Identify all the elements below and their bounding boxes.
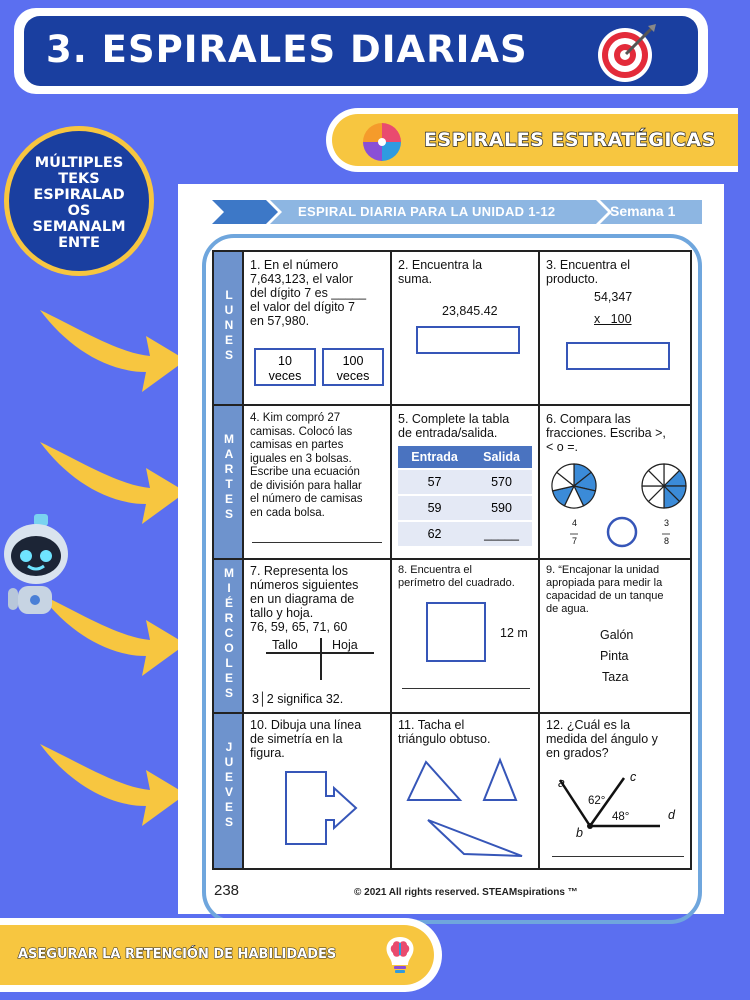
day-letter: V	[224, 785, 233, 799]
day-letter: S	[224, 815, 233, 829]
angle-62: 62°	[588, 795, 606, 807]
question-text: en un diagrama de	[250, 592, 355, 606]
table-header: Entrada	[398, 446, 471, 469]
question-2	[398, 258, 482, 286]
teks-line: ESPIRALAD	[33, 187, 125, 203]
teks-line: ENTE	[58, 235, 100, 251]
day-letter: J	[225, 740, 233, 754]
table-cell: 590	[471, 495, 532, 521]
question-text: figura.	[250, 746, 285, 760]
day-jueves	[214, 740, 244, 830]
question-5	[398, 412, 509, 440]
teks-line: TEKS	[58, 171, 100, 187]
question-text: de división para hallar	[250, 479, 362, 492]
question-text: camisas en partes	[250, 439, 344, 451]
choice-text: veces	[336, 369, 370, 383]
arrow-icon	[38, 742, 188, 852]
day-letter: E	[224, 492, 233, 506]
unit-option-galon[interactable]: Galón	[600, 628, 634, 642]
input-output-table	[398, 446, 532, 546]
day-martes	[214, 432, 244, 522]
angle-label-c: c	[630, 770, 637, 784]
day-letter: S	[224, 686, 233, 700]
stem-leaf-key: 3│2 significa 32.	[252, 692, 344, 706]
question-text: tallo y hoja.	[250, 606, 314, 620]
brain-bulb-icon	[378, 933, 422, 977]
grid-line	[214, 712, 690, 714]
worksheet-header-title: ESPIRAL DIARIA PARA LA UNIDAD 1-12	[298, 204, 556, 219]
question-text: en cada bolsa.	[250, 506, 325, 519]
robot-icon	[0, 512, 80, 622]
table-row	[398, 469, 532, 495]
stem-header: Tallo	[272, 638, 298, 652]
question-text: en 57,980.	[250, 314, 310, 328]
retention-label	[0, 918, 442, 992]
sum-value: 23,845.42	[442, 304, 498, 318]
day-letter: S	[224, 348, 233, 362]
week-label: Semana 1	[610, 203, 676, 219]
fraction-4-7-num: 4	[572, 518, 578, 528]
answer-choice-10-veces[interactable]	[254, 348, 316, 386]
sum-answer-box[interactable]	[416, 326, 520, 354]
question-7	[250, 564, 358, 634]
product-answer-box[interactable]	[566, 342, 670, 370]
question-text: 9. “Encajonar la unidad	[546, 564, 660, 576]
question-9	[546, 564, 663, 616]
angle-48: 48°	[612, 811, 630, 823]
table-cell: 57	[398, 469, 471, 495]
question-text: de entrada/salida.	[398, 426, 498, 440]
question-text: 4. Kim compró 27	[250, 412, 341, 424]
question-text: 10. Dibuja una línea	[250, 718, 362, 732]
question-text: 12. ¿Cuál es la	[546, 718, 631, 732]
target-icon	[596, 22, 658, 84]
table-row	[398, 521, 532, 546]
arrow-icon	[38, 308, 188, 418]
teks-badge	[4, 126, 154, 276]
day-letter: R	[224, 462, 234, 476]
answer-line[interactable]	[252, 542, 382, 543]
grid-line	[390, 252, 392, 868]
fraction-circle-eighths	[642, 464, 686, 508]
day-letter: R	[224, 611, 234, 625]
triangles-figure	[404, 756, 534, 862]
day-letter: U	[224, 755, 234, 769]
answer-line[interactable]	[552, 856, 684, 857]
title-banner	[14, 8, 708, 94]
question-text: 2. Encuentra la	[398, 258, 483, 272]
day-letter: T	[225, 477, 233, 491]
comparison-answer-circle	[608, 518, 636, 546]
page-title: 3. ESPIRALES DIARIAS	[46, 28, 528, 71]
question-text: camisas. Colocó las	[250, 425, 353, 438]
day-letter: É	[224, 596, 233, 610]
day-letter: A	[224, 447, 234, 461]
question-text: fracciones. Escriba >,	[546, 426, 666, 440]
symmetry-figure[interactable]	[284, 770, 364, 850]
question-text: producto.	[546, 272, 599, 286]
title-inner	[24, 16, 698, 86]
question-text: 6. Compara las	[546, 412, 631, 426]
product-factor: 54,347	[594, 290, 633, 304]
day-lunes	[214, 288, 244, 363]
question-text: el número de camisas	[250, 493, 363, 505]
stem-leaf-vertical	[320, 638, 322, 680]
choice-text: veces	[268, 369, 302, 383]
angle-label-a: a	[558, 776, 565, 790]
question-6	[546, 412, 666, 454]
teks-line: MÚLTIPLES	[34, 155, 124, 171]
question-text: el valor del dígito 7	[250, 300, 355, 314]
day-letter: I	[227, 581, 231, 595]
day-letter: E	[224, 671, 233, 685]
question-11	[398, 718, 490, 746]
question-text: iguales en 3 bolsas.	[250, 452, 352, 465]
question-10	[250, 718, 361, 760]
day-letter: E	[224, 770, 233, 784]
day-letter: E	[224, 333, 233, 347]
fraction-3-8-den: 8	[664, 536, 670, 546]
table-header: Salida	[471, 446, 532, 469]
teks-line: OS	[67, 203, 91, 219]
question-text: 1. En el número	[250, 258, 339, 272]
question-text: del dígito 7 es _____	[250, 286, 367, 300]
table-cell[interactable]: _____	[471, 521, 532, 546]
choice-text: 10	[278, 354, 292, 368]
question-text: < o =.	[546, 440, 578, 454]
day-letter: M	[224, 432, 234, 446]
table-cell: 570	[471, 469, 532, 495]
question-3	[546, 258, 630, 286]
question-1	[250, 258, 366, 328]
question-text: números siguientes	[250, 578, 359, 592]
triangle-2	[484, 760, 516, 800]
question-text: suma.	[398, 272, 433, 286]
day-letter: O	[224, 641, 234, 655]
question-text: capacidad de un tanque	[546, 590, 664, 602]
question-text: 76, 59, 65, 71, 60	[250, 620, 348, 634]
table-cell: 62	[398, 521, 471, 546]
question-4	[250, 412, 363, 520]
table-cell: 59	[398, 495, 471, 521]
day-letter: M	[224, 566, 234, 580]
question-text: 8. Encuentra el	[398, 564, 472, 576]
day-miercoles	[214, 566, 244, 701]
fraction-4-7-den: 7	[572, 536, 578, 546]
grid-line	[214, 558, 690, 560]
page-number: 238	[214, 882, 240, 899]
question-12	[546, 718, 658, 760]
grid-line	[214, 404, 690, 406]
steam-icon	[362, 122, 402, 162]
copyright: © 2021 All rights reserved. STEAMspirations ™	[354, 887, 578, 898]
question-text: 7. Representa los	[250, 564, 348, 578]
question-text: en grados?	[546, 746, 609, 760]
unit-option-pinta[interactable]: Pinta	[600, 649, 629, 663]
day-letter: E	[224, 800, 233, 814]
angle-figure	[550, 770, 688, 840]
question-text: triángulo obtuso.	[398, 732, 491, 746]
fraction-3-8-num: 3	[664, 518, 670, 528]
fraction-circle-sevenths	[552, 464, 596, 508]
day-letter: U	[224, 303, 234, 317]
table-row	[398, 495, 532, 521]
day-letter: L	[225, 656, 233, 670]
teks-line: SEMANALM	[32, 219, 126, 235]
question-text: medida del ángulo y	[546, 732, 658, 746]
square-shape	[426, 602, 486, 662]
leaf-header: Hoja	[332, 638, 358, 652]
triangle-3	[428, 820, 522, 856]
strategic-spirals-label	[326, 108, 738, 172]
day-letter: C	[224, 626, 234, 640]
question-text: de agua.	[546, 603, 589, 615]
unit-option-taza[interactable]: Taza	[602, 670, 629, 684]
question-text: 7,643,123, el valor	[250, 272, 353, 286]
question-text: 11. Tacha el	[398, 718, 465, 732]
question-text: 5. Complete la tabla	[398, 412, 510, 426]
day-letter: L	[225, 288, 233, 302]
square-side-label: 12 m	[500, 626, 528, 640]
choice-text: 100	[342, 354, 364, 368]
question-text: apropiada para medir la	[546, 577, 663, 589]
question-text: perímetro del cuadrado.	[398, 577, 515, 589]
answer-choice-100-veces[interactable]	[322, 348, 384, 386]
product-multiplier: x 100	[594, 312, 632, 326]
question-text: de simetría en la	[250, 732, 343, 746]
retention-text: ASEGURAR LA RETENCIÓN DE HABILIDADES	[18, 947, 337, 962]
question-text: 3. Encuentra el	[546, 258, 631, 272]
day-letter: N	[224, 318, 234, 332]
question-8	[398, 564, 515, 590]
question-text: Escribe una ecuación	[250, 466, 360, 478]
answer-line[interactable]	[402, 688, 530, 689]
worksheet-grid	[212, 250, 692, 870]
angle-label-b: b	[576, 826, 583, 840]
triangle-1	[408, 762, 460, 800]
worksheet	[178, 184, 724, 914]
day-letter: S	[224, 507, 233, 521]
strategic-spirals-text: ESPIRALES ESTRATÉGICAS	[424, 129, 716, 151]
angle-label-d: d	[668, 808, 675, 822]
grid-line	[538, 252, 540, 868]
